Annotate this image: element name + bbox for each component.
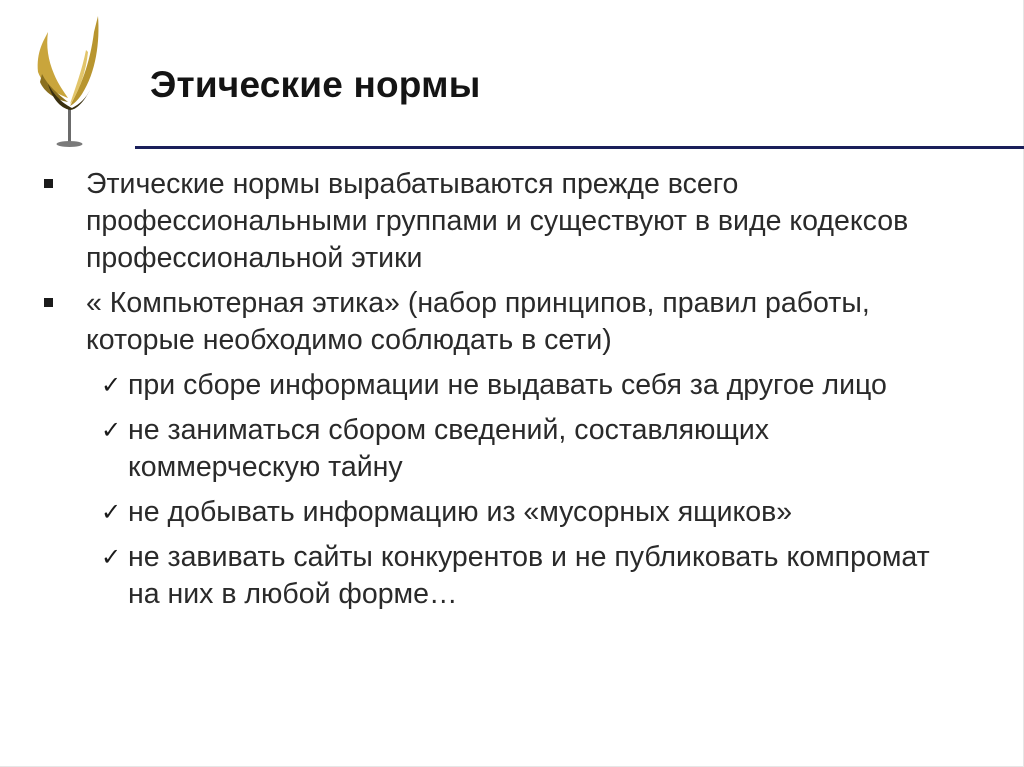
goblet-logo-icon (28, 12, 114, 152)
sub-bullet-text: не завивать сайты конкурентов и не публиковать компромат на них в любой форме… (128, 541, 930, 610)
sub-bullet-item (0, 494, 958, 531)
checkmark-icon: ✓ (101, 416, 122, 444)
checkmark-icon: ✓ (101, 498, 122, 526)
sub-bullet-item (0, 412, 958, 486)
sub-bullet-text: при сборе информации не выдавать себя за другое лицо (128, 369, 887, 401)
bullet-text: « Компьютерная этика» (набор принципов, правил работы, которые необходимо соблюдать в сети) (86, 287, 870, 356)
title-divider (135, 146, 1024, 149)
slide-content (0, 166, 1024, 621)
sub-bullet-item (0, 539, 958, 613)
square-bullet-icon (44, 298, 53, 307)
slide-title: Этические нормы (150, 64, 481, 105)
sub-bullet-item (0, 367, 958, 404)
checkmark-icon: ✓ (101, 371, 122, 399)
bullet-item (0, 166, 936, 277)
bullet-text: Этические нормы вырабатываются прежде всего профессиональными группами и существуют в виде кодексов профессиональной этики (86, 168, 909, 274)
checkmark-icon: ✓ (101, 543, 122, 571)
sub-bullet-text: не заниматься сбором сведений, составляющих коммерческую тайну (128, 414, 770, 483)
bullet-item (0, 285, 936, 359)
sub-bullet-text: не добывать информацию из «мусорных ящиков» (128, 496, 793, 528)
square-bullet-icon (44, 179, 53, 188)
